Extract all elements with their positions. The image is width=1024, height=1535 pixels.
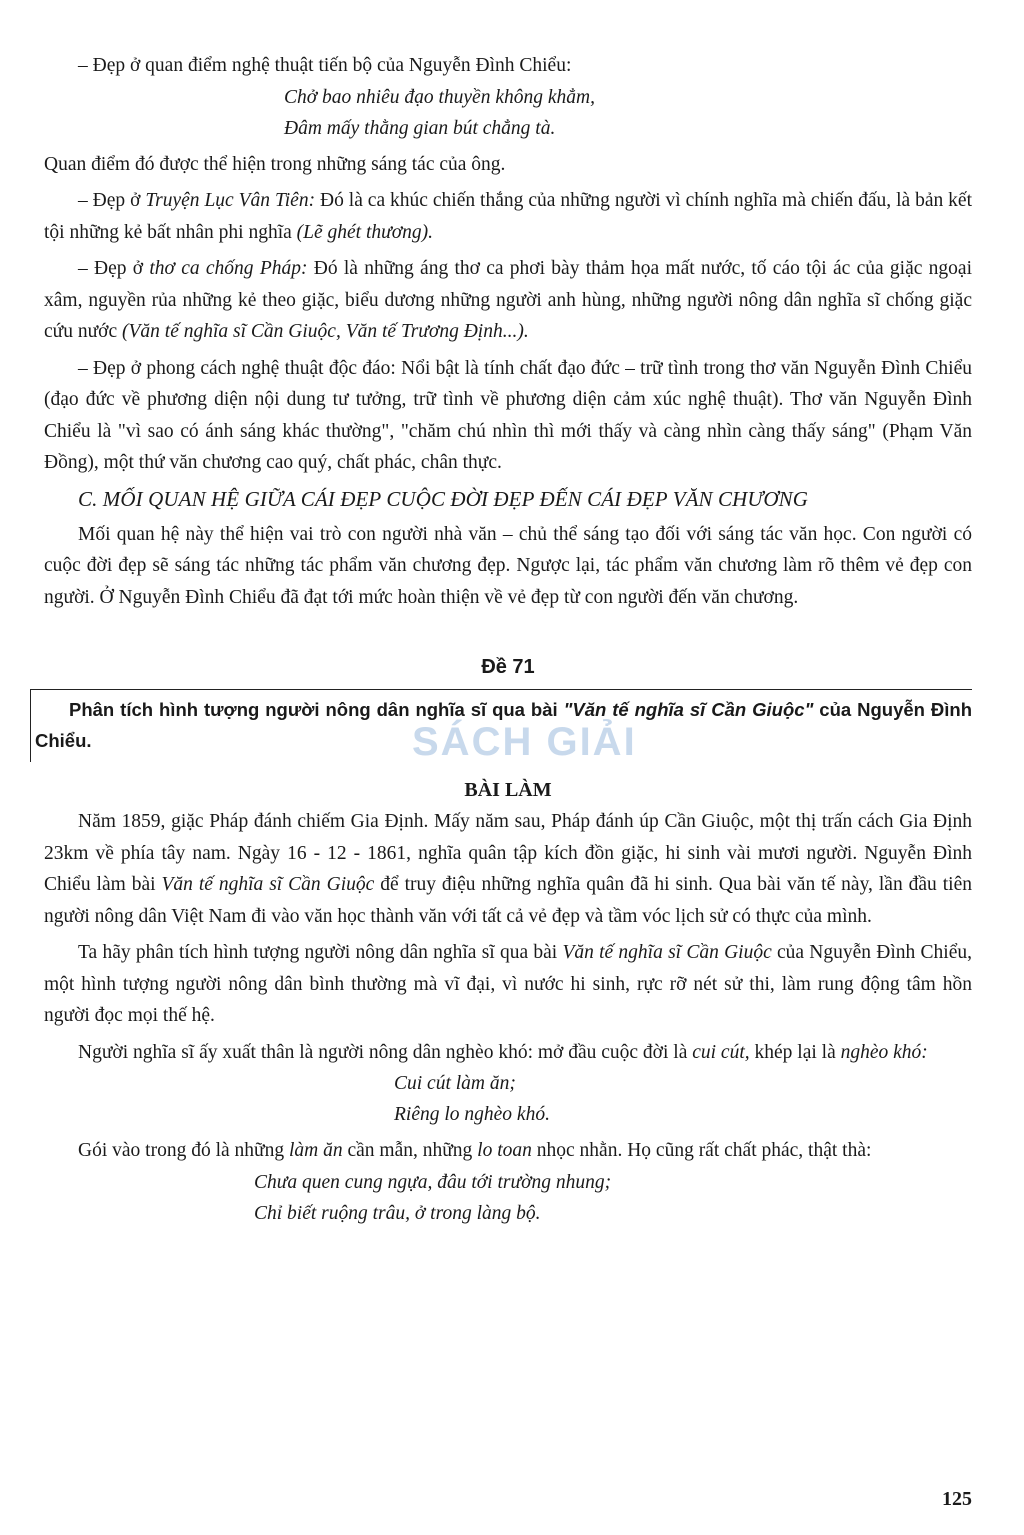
verse-line: Riêng lo nghèo khó. xyxy=(394,1104,550,1125)
paragraph-art-view: – Đẹp ở quan điểm nghệ thuật tiến bộ của Nguyễn Đình Chiểu: xyxy=(78,55,572,76)
verse-line: Đâm mấy thằng gian bút chẳng tà. xyxy=(284,117,556,139)
paragraph-origin: Người nghĩa sĩ ấy xuất thân là người nông dân nghèo khó: mở đầu cuộc đời là cui cút, khép lại là nghèo khó: xyxy=(78,1041,928,1063)
paragraph-character: Gói vào trong đó là những làm ăn cần mẫn, những lo toan nhọc nhằn. Họ cũng rất chất phác, thật thà: xyxy=(78,1140,872,1161)
page-number: 125 xyxy=(942,1488,972,1510)
verse-line: Cui cút làm ăn; xyxy=(394,1073,516,1094)
section-heading: C. MỐI QUAN HỆ GIỮA CÁI ĐẸP CUỘC ĐỜI ĐẸP ĐẾN CÁI ĐẸP VĂN CHƯƠNG xyxy=(78,486,808,511)
answer-heading: BÀI LÀM xyxy=(464,779,552,801)
watermark: SÁCH GIẢI xyxy=(412,720,637,764)
paragraph: Quan điểm đó được thể hiện trong những sáng tác của ông. xyxy=(44,153,506,175)
paragraph-luc-van-tien: – Đẹp ở Truyện Lục Vân Tiên: Đó là ca khúc chiến thắng của những người vì chính nghĩa mà chiến đấu, là bản kết tội những kẻ bất nhân phi nghĩa (Lẽ ghét thương). xyxy=(44,190,972,243)
document-page xyxy=(35,50,973,1229)
paragraph-relationship: Mối quan hệ này thể hiện vai trò con người nhà văn – chủ thể sáng tạo đối với sáng tác văn học. Con người có cuộc đời đẹp sẽ sáng tác những tác phẩm văn chương đẹp. Ngược lại, tác phẩm văn chương làm rõ thêm vẻ đẹp con người. Ở Nguyễn Đình Chiểu đã đạt tới mức hoàn thiện về vẻ đẹp từ con người đến văn chương. xyxy=(44,523,972,608)
paragraph-thesis: Ta hãy phân tích hình tượng người nông dân nghĩa sĩ qua bài Văn tế nghĩa sĩ Cần Giuộc của Nguyễn Đình Chiểu, một hình tượng người nông dân bình thường mà vĩ đại, vì nước hi sinh, rực rỡ nét sử thi, làm rung động tâm hồn người đọc mọi thế hệ. xyxy=(44,942,972,1026)
task-text: Phân tích hình tượng người nông dân nghĩa sĩ qua bài "Văn tế nghĩa sĩ Cần Giuộc" của Nguyễn Đình Chiểu. xyxy=(35,699,973,751)
exercise-title: Đề 71 xyxy=(481,656,535,678)
paragraph-intro: Năm 1859, giặc Pháp đánh chiếm Gia Định. Mấy năm sau, Pháp đánh úp Cần Giuộc, một thị trấn cách Gia Định 23km về phía tây nam. Ngày 16 - 12 - 1861, nghĩa quân tập kích đồn giặc, hi sinh vài mươi người. Nguyễn Đình Chiểu làm bài Văn tế nghĩa sĩ Cần Giuộc để truy điệu những nghĩa quân đã hi sinh. Qua bài văn tế này, lần đầu tiên người nông dân Việt Nam đi vào văn học thành văn với tất cả vẻ đẹp và tầm vóc lịch sử có thực của mình. xyxy=(44,811,972,927)
task-box xyxy=(30,689,972,762)
verse-line: Chưa quen cung ngựa, đâu tới trường nhung; xyxy=(254,1171,612,1193)
paragraph-phong-cach: – Đẹp ở phong cách nghệ thuật độc đáo: Nổi bật là tính chất đạo đức – trữ tình trong thơ văn Nguyễn Đình Chiểu (đạo đức về phương diện nội dung tư tưởng, trữ tình về phương diện cảm xúc nghệ thuật). Thơ văn Nguyễn Đình Chiểu là "vì sao có ánh sáng khác thường", "chăm chú nhìn thì mới thấy và càng nhìn càng thấy sáng" (Phạm Văn Đồng), một thứ văn chương cao quý, chất phác, chân thực. xyxy=(44,357,972,473)
verse-line: Chở bao nhiêu đạo thuyền không khẳm, xyxy=(284,86,595,108)
paragraph-tho-ca-chong-phap: – Đẹp ở thơ ca chống Pháp: Đó là những áng thơ ca phơi bày thảm họa mất nước, tố cáo tội ác của giặc ngoại xâm, nguyền rủa những kẻ theo giặc, biểu dương những người anh hùng, những người nông dân nghĩa sĩ chống giặc cứu nước (Văn tế nghĩa sĩ Cần Giuộc, Văn tế Trương Định...). xyxy=(44,258,972,342)
verse-line: Chỉ biết ruộng trâu, ở trong làng bộ. xyxy=(254,1202,541,1224)
